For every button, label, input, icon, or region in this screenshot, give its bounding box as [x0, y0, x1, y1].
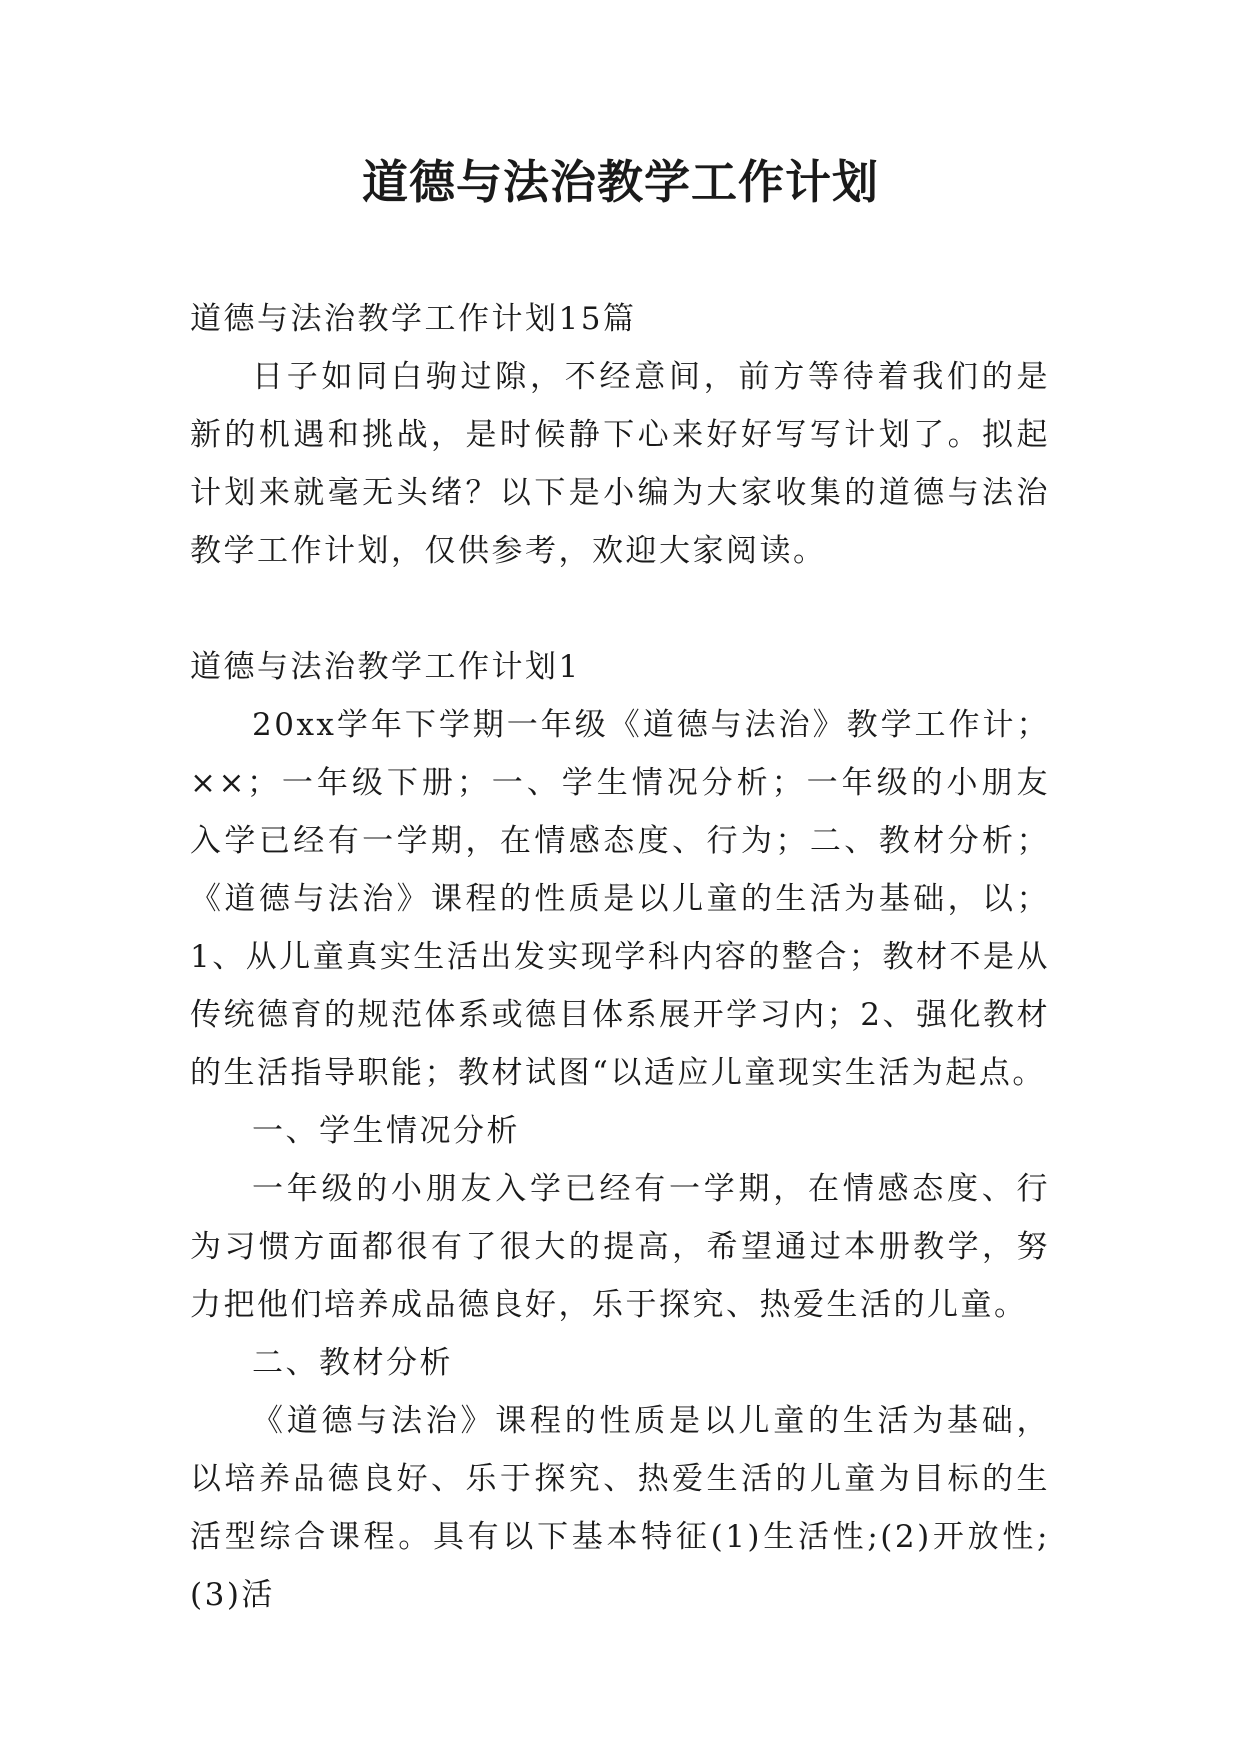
- section-summary-paragraph: 20xx学年下学期一年级《道德与法治》教学工作计；××；一年级下册；一、学生情况分析；一年级的小朋友入学已经有一学期，在情感态度、行为；二、教材分析；《道德与法治》课程的性质是以儿童的生活为基础，以；1、从儿童真实生活出发实现学科内容的整合；教材不是从传统德育的规范体系或德目体系展开学习内；2、强化教材的生活指导职能；教材试图“以适应儿童现实生活为起点。: [190, 707, 1050, 1091]
- document-subtitle: 道德与法治教学工作计划15篇: [190, 301, 637, 337]
- student-analysis-paragraph: 一年级的小朋友入学已经有一学期，在情感态度、行为习惯方面都很有了很大的提高，希望通过本册教学，努力把他们培养成品德良好，乐于探究、热爱生活的儿童。: [190, 1171, 1050, 1323]
- paragraph-spacer: [190, 580, 1050, 638]
- subsection-heading-student-analysis: 一、学生情况分析: [252, 1113, 520, 1149]
- intro-paragraph: 日子如同白驹过隙，不经意间，前方等待着我们的是新的机遇和挑战，是时候静下心来好好写写计划了。拟起计划来就毫无头绪？以下是小编为大家收集的道德与法治教学工作计划，仅供参考，欢迎大家阅读。: [190, 359, 1050, 569]
- document-title: 道德与法治教学工作计划: [362, 155, 879, 209]
- subsection-heading-textbook-analysis: 二、教材分析: [252, 1345, 453, 1381]
- section-heading: 道德与法治教学工作计划1: [190, 649, 581, 685]
- textbook-analysis-paragraph: 《道德与法治》课程的性质是以儿童的生活为基础，以培养品德良好、乐于探究、热爱生活的儿童为目标的生活型综合课程。具有以下基本特征(1)生活性;(2)开放性;(3)活: [190, 1403, 1050, 1613]
- document-body: [190, 290, 1050, 1624]
